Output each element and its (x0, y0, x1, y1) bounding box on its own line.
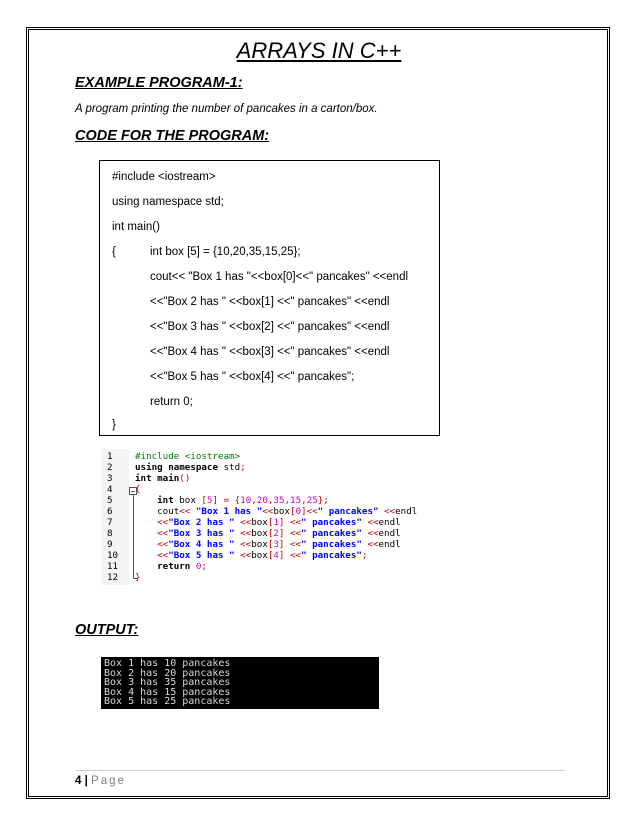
code-line: <<"Box 3 has " <<box[2] <<" pancakes" <<endl (150, 321, 390, 333)
code-line: using namespace std; (112, 196, 224, 208)
line-number: 7 (107, 517, 113, 528)
ide-code-line: cout<< "Box 1 has "<<box[0]<<" pancakes" <<endl (135, 506, 418, 517)
line-number: 9 (107, 539, 113, 550)
code-line: int main() (112, 221, 160, 233)
line-number: 6 (107, 506, 113, 517)
footer-separator: | (84, 775, 88, 787)
line-number: 4 (107, 484, 113, 495)
ide-code-line: return 0; (135, 561, 207, 572)
line-number: 8 (107, 528, 113, 539)
console-line: Box 1 has 10 pancakes (104, 658, 231, 669)
page-footer (75, 775, 126, 787)
console-line: Box 3 has 35 pancakes (104, 677, 231, 689)
page-label: Page (91, 775, 126, 787)
output-heading: OUTPUT: (75, 622, 139, 638)
ide-code-line: int main() (135, 473, 191, 484)
line-number: 12 (107, 572, 119, 583)
ide-code-line: using namespace std; (135, 462, 246, 473)
ide-code-line: <<"Box 2 has " <<box[1] <<" pancakes" <<endl (135, 517, 401, 528)
code-line: <<"Box 4 has " <<box[3] <<" pancakes" <<endl (150, 346, 390, 358)
line-number: 10 (107, 550, 119, 561)
footer-divider (75, 770, 565, 771)
ide-code-line: <<"Box 4 has " <<box[3] <<" pancakes" <<endl (135, 539, 401, 550)
console-line: Box 4 has 15 pancakes (104, 686, 231, 698)
code-line: } (112, 419, 116, 431)
page-title: ARRAYS IN C++ (236, 38, 402, 63)
code-heading: CODE FOR THE PROGRAM: (75, 128, 270, 144)
fold-guide (133, 493, 134, 579)
ide-code-line: } (135, 572, 141, 583)
code-line: <<"Box 2 has " <<box[1] <<" pancakes" <<endl (150, 296, 390, 308)
code-line: int box [5] = {10,20,35,15,25}; (150, 246, 301, 258)
line-number-gutter (101, 449, 129, 585)
program-description: A program printing the number of pancakes in a carton/box. (75, 103, 378, 115)
ide-code-line: #include <iostream> (135, 451, 241, 462)
code-line: return 0; (150, 396, 193, 408)
code-text-box (99, 160, 440, 436)
page-number: 4 (75, 775, 82, 787)
code-line: #include <iostream> (112, 171, 216, 183)
line-number: 1 (107, 451, 113, 462)
ide-code-line: <<"Box 5 has " <<box[4] <<" pancakes"; (135, 550, 368, 561)
code-line: <<"Box 5 has " <<box[4] <<" pancakes"; (150, 371, 355, 383)
ide-code-line: <<"Box 3 has " <<box[2] <<" pancakes" <<endl (135, 528, 401, 539)
line-number: 2 (107, 462, 113, 473)
line-number: 5 (107, 495, 113, 506)
line-number: 11 (107, 561, 119, 572)
ide-code-line: { (135, 484, 141, 495)
example-heading: EXAMPLE PROGRAM-1: (75, 75, 243, 91)
console-output (101, 657, 379, 709)
ide-code-line: int box [5] = {10,20,35,15,25}; (135, 495, 329, 506)
console-line: Box 5 has 25 pancakes (104, 696, 231, 708)
line-number: 3 (107, 473, 113, 484)
code-line: { (112, 246, 116, 258)
console-line: Box 2 has 20 pancakes (104, 667, 231, 679)
ide-code-screenshot (101, 449, 425, 585)
code-line: cout<< "Box 1 has "<<box[0]<<" pancakes" <<endl (150, 271, 409, 283)
